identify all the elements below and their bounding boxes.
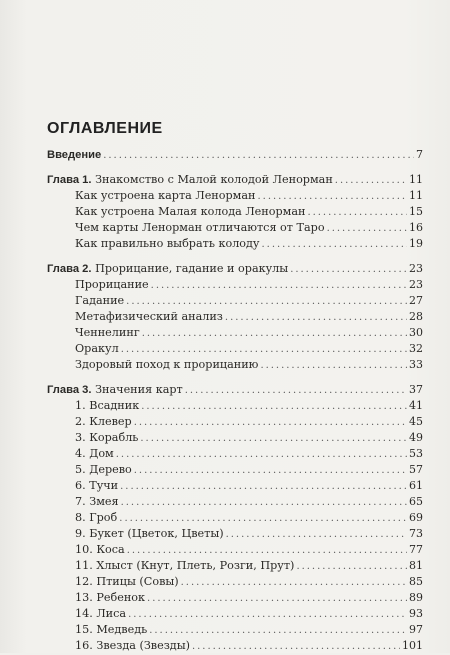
entry-title: 5. Дерево xyxy=(75,463,132,476)
page-number: 81 xyxy=(409,559,423,572)
toc-entry xyxy=(47,430,423,446)
toc-entry xyxy=(47,446,423,462)
toc-entry xyxy=(47,236,423,252)
dot-leader xyxy=(141,398,407,415)
entry-title: 7. Змея xyxy=(75,495,119,508)
dot-leader xyxy=(327,220,407,237)
dot-leader xyxy=(185,382,407,399)
toc-entry xyxy=(47,204,423,220)
entry-title: 16. Звезда (Звезды) xyxy=(75,639,190,652)
dot-leader xyxy=(103,147,414,164)
page-number: 11 xyxy=(409,173,423,186)
toc-entry-label xyxy=(75,277,149,293)
toc-entry-label xyxy=(75,293,124,309)
entry-title: 2. Клевер xyxy=(75,415,132,428)
toc-entry-label xyxy=(75,188,256,204)
entry-title: Как правильно выбрать колоду xyxy=(75,237,260,250)
entry-title: 9. Букет (Цветок, Цветы) xyxy=(75,527,224,540)
entry-title: 10. Коса xyxy=(75,543,125,556)
toc-entry xyxy=(47,325,423,341)
chapter-number: Глава 2. xyxy=(47,263,92,275)
toc-chapter-entry xyxy=(47,147,423,163)
dot-leader xyxy=(140,430,407,447)
page-number: 69 xyxy=(409,511,423,524)
toc-entry xyxy=(47,293,423,309)
entry-title: 13. Ребенок xyxy=(75,591,146,604)
dot-leader xyxy=(192,638,400,655)
toc-entry-label xyxy=(75,574,179,590)
dot-leader xyxy=(127,542,407,559)
toc-entry-label xyxy=(75,622,147,638)
toc-entry xyxy=(47,542,423,558)
dot-leader xyxy=(307,204,407,221)
entry-title: Как устроена Малая колода Ленорман xyxy=(75,205,306,218)
toc-entry-label xyxy=(75,510,117,526)
page-number: 65 xyxy=(409,495,423,508)
dot-leader xyxy=(134,414,407,431)
toc-entry-label xyxy=(75,606,126,622)
toc-chapter-entry xyxy=(47,172,423,188)
toc-entry-label xyxy=(47,261,288,277)
page-number: 77 xyxy=(409,543,423,556)
page-number: 57 xyxy=(409,463,423,476)
entry-title: 8. Гроб xyxy=(75,511,118,524)
toc-entry-label xyxy=(47,172,333,188)
page-number: 101 xyxy=(402,639,423,652)
toc-entry-label xyxy=(75,325,140,341)
entry-title: 3. Корабль xyxy=(75,431,139,444)
dot-leader xyxy=(120,478,407,495)
dot-leader xyxy=(128,606,407,623)
page-number: 53 xyxy=(409,447,423,460)
dot-leader xyxy=(121,341,407,358)
dot-leader xyxy=(225,309,407,326)
entry-title: 4. Дом xyxy=(75,447,114,460)
page-number: 41 xyxy=(409,399,423,412)
toc-entry xyxy=(47,188,423,204)
dot-leader xyxy=(147,590,407,607)
toc-entry-label xyxy=(75,462,132,478)
page-number: 61 xyxy=(409,479,423,492)
toc-entry-label xyxy=(75,478,118,494)
dot-leader xyxy=(262,236,407,253)
page-number: 97 xyxy=(409,623,423,636)
entry-title: Метафизический анализ xyxy=(75,310,223,323)
toc-entry xyxy=(47,414,423,430)
dot-leader xyxy=(151,277,407,294)
page-number: 16 xyxy=(409,221,423,234)
dot-leader xyxy=(260,357,407,374)
toc-entry-label xyxy=(75,236,260,252)
table-of-contents xyxy=(47,147,423,654)
chapter-number: Введение xyxy=(47,149,102,161)
dot-leader xyxy=(290,261,407,278)
entry-title: Значения карт xyxy=(91,383,183,396)
toc-entry-label xyxy=(75,494,119,510)
page-number: 19 xyxy=(409,237,423,250)
page-number: 28 xyxy=(409,310,423,323)
page-number: 85 xyxy=(409,575,423,588)
entry-title: Гадание xyxy=(75,294,125,307)
entry-title: Чем карты Ленорман отличаются от Таро xyxy=(75,221,325,234)
toc-entry xyxy=(47,357,423,373)
entry-title: 14. Лиса xyxy=(75,607,127,620)
toc-entry xyxy=(47,277,423,293)
toc-entry-label xyxy=(75,341,119,357)
toc-entry-label xyxy=(75,204,305,220)
page-number: 37 xyxy=(409,383,423,396)
chapter-number: Глава 1. xyxy=(47,174,92,186)
entry-title: Как устроена карта Ленорман xyxy=(75,189,256,202)
entry-title: Оракул xyxy=(75,342,119,355)
toc-entry xyxy=(47,462,423,478)
page-number: 73 xyxy=(409,527,423,540)
entry-title: Ченнелинг xyxy=(75,326,140,339)
page-number: 11 xyxy=(409,189,423,202)
entry-title: 1. Всадник xyxy=(75,399,140,412)
dot-leader xyxy=(119,510,407,527)
page-number: 45 xyxy=(409,415,423,428)
dot-leader xyxy=(335,172,407,189)
chapter-number: Глава 3. xyxy=(47,384,92,396)
entry-title: 11. Хлыст (Кнут, Плеть, Розги, Прут) xyxy=(75,559,295,572)
page-number: 32 xyxy=(409,342,423,355)
entry-title: Прорицание, гадание и оракулы xyxy=(91,262,289,275)
toc-entry xyxy=(47,478,423,494)
toc-entry-label xyxy=(75,590,145,606)
toc-entry xyxy=(47,558,423,574)
toc-entry-label xyxy=(75,430,138,446)
dot-leader xyxy=(142,325,407,342)
toc-entry-label xyxy=(75,542,125,558)
toc-entry-label xyxy=(75,526,224,542)
page-number: 89 xyxy=(409,591,423,604)
toc-entry xyxy=(47,398,423,414)
toc-entry xyxy=(47,574,423,590)
toc-chapter-entry xyxy=(47,382,423,398)
dot-leader xyxy=(149,622,407,639)
toc-entry xyxy=(47,309,423,325)
dot-leader xyxy=(121,494,407,511)
entry-title: 15. Медведь xyxy=(75,623,148,636)
page-number: 30 xyxy=(409,326,423,339)
toc-entry xyxy=(47,590,423,606)
toc-entry-label xyxy=(75,309,223,325)
toc-chapter-entry xyxy=(47,261,423,277)
page-number: 33 xyxy=(409,358,423,371)
entry-title: 6. Тучи xyxy=(75,479,119,492)
page-number: 23 xyxy=(409,262,423,275)
dot-leader xyxy=(226,526,407,543)
toc-entry xyxy=(47,526,423,542)
toc-entry-label xyxy=(47,147,101,163)
entry-title: 12. Птицы (Совы) xyxy=(75,575,179,588)
entry-title: Здоровый поход к прорицанию xyxy=(75,358,259,371)
dot-leader xyxy=(134,462,407,479)
dot-leader xyxy=(116,446,407,463)
page-number: 27 xyxy=(409,294,423,307)
toc-entry-label xyxy=(75,446,114,462)
toc-entry-label xyxy=(75,638,190,654)
page-number: 7 xyxy=(416,148,423,161)
dot-leader xyxy=(296,558,407,575)
toc-entry-label xyxy=(47,382,183,398)
toc-entry-label xyxy=(75,414,132,430)
page-title: ОГЛАВЛЕНИЕ xyxy=(47,120,163,137)
toc-entry xyxy=(47,220,423,236)
entry-title: Знакомство с Малой колодой Ленорман xyxy=(91,173,333,186)
page-number: 23 xyxy=(409,278,423,291)
page-number: 15 xyxy=(409,205,423,218)
toc-entry-label xyxy=(75,357,258,373)
toc-entry xyxy=(47,341,423,357)
toc-entry xyxy=(47,606,423,622)
page-number: 49 xyxy=(409,431,423,444)
toc-entry xyxy=(47,638,423,654)
toc-entry xyxy=(47,494,423,510)
page-number: 93 xyxy=(409,607,423,620)
toc-entry-label xyxy=(75,398,139,414)
dot-leader xyxy=(258,188,408,205)
toc-entry xyxy=(47,622,423,638)
dot-leader xyxy=(181,574,407,591)
dot-leader xyxy=(126,293,407,310)
entry-title: Прорицание xyxy=(75,278,149,291)
toc-entry-label xyxy=(75,220,325,236)
toc-entry-label xyxy=(75,558,294,574)
toc-entry xyxy=(47,510,423,526)
